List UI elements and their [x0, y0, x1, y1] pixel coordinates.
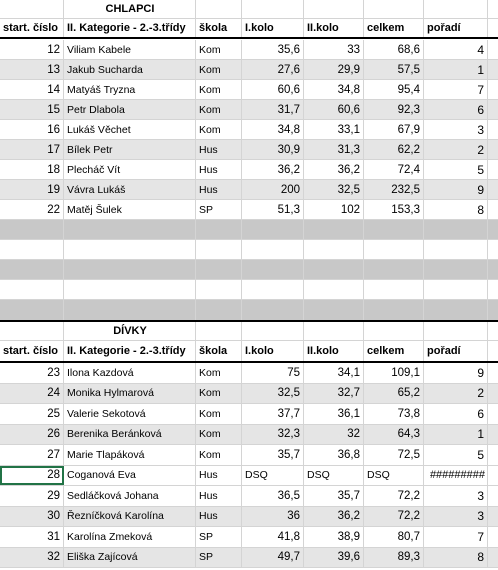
round-2-cell[interactable]: 32,5: [304, 180, 364, 199]
grid-cell[interactable]: [304, 240, 364, 259]
start-number-cell[interactable]: 15: [0, 100, 64, 119]
grid-cell[interactable]: [364, 322, 424, 340]
grid-cell[interactable]: [64, 322, 196, 340]
grid-cell[interactable]: [488, 384, 498, 404]
grid-cell[interactable]: [424, 220, 488, 239]
total-cell[interactable]: 95,4: [364, 80, 424, 99]
round-2-cell[interactable]: 36,1: [304, 404, 364, 424]
total-cell[interactable]: 68,6: [364, 40, 424, 59]
school-cell[interactable]: Hus: [196, 180, 242, 199]
grid-cell[interactable]: [488, 100, 498, 119]
grid-cell[interactable]: [488, 363, 498, 383]
school-cell[interactable]: Kom: [196, 120, 242, 139]
grid-cell[interactable]: [488, 260, 498, 279]
start-number-cell[interactable]: 25: [0, 404, 64, 424]
total-cell[interactable]: 65,2: [364, 384, 424, 404]
round-1-cell[interactable]: 36: [242, 507, 304, 527]
round-1-cell[interactable]: DSQ: [242, 466, 304, 486]
grid-cell[interactable]: [64, 0, 196, 18]
round-2-cell[interactable]: 33,1: [304, 120, 364, 139]
grid-cell[interactable]: [488, 404, 498, 424]
grid-cell[interactable]: [488, 160, 498, 179]
total-cell[interactable]: 72,4: [364, 160, 424, 179]
grid-cell[interactable]: [488, 445, 498, 465]
name-cell[interactable]: Coganová Eva: [64, 466, 196, 486]
table-row: [0, 404, 498, 425]
header-school[interactable]: škola: [196, 19, 242, 37]
name-cell[interactable]: Lukáš Věchet: [64, 120, 196, 139]
total-cell[interactable]: 72,2: [364, 507, 424, 527]
start-number-cell[interactable]: 14: [0, 80, 64, 99]
round-2-cell[interactable]: 34,1: [304, 363, 364, 383]
start-number-cell[interactable]: 16: [0, 120, 64, 139]
grid-cell[interactable]: [196, 0, 242, 18]
rank-cell[interactable]: 1: [424, 60, 488, 79]
grid-cell[interactable]: [196, 280, 242, 299]
section-title-row: [0, 0, 498, 19]
start-number-cell[interactable]: 18: [0, 160, 64, 179]
grid-cell[interactable]: [488, 507, 498, 527]
round-1-cell[interactable]: 200: [242, 180, 304, 199]
total-cell[interactable]: 73,8: [364, 404, 424, 424]
rank-cell[interactable]: 3: [424, 507, 488, 527]
school-cell[interactable]: Kom: [196, 80, 242, 99]
grid-cell[interactable]: [242, 322, 304, 340]
grid-cell[interactable]: [488, 300, 498, 320]
grid-cell[interactable]: [196, 260, 242, 279]
table-row: [0, 527, 498, 548]
grid-cell[interactable]: [242, 300, 304, 320]
grid-cell[interactable]: [304, 322, 364, 340]
header-total[interactable]: celkem: [364, 341, 424, 361]
start-number-cell[interactable]: 17: [0, 140, 64, 159]
school-cell[interactable]: Kom: [196, 425, 242, 445]
total-cell[interactable]: 109,1: [364, 363, 424, 383]
grid-cell[interactable]: [304, 220, 364, 239]
total-cell[interactable]: 62,2: [364, 140, 424, 159]
round-2-cell[interactable]: 32: [304, 425, 364, 445]
rank-cell[interactable]: 7: [424, 80, 488, 99]
grid-cell[interactable]: [304, 260, 364, 279]
name-cell[interactable]: Bílek Petr: [64, 140, 196, 159]
school-cell[interactable]: Kom: [196, 404, 242, 424]
name-cell[interactable]: Viliam Kabele: [64, 40, 196, 59]
round-2-cell[interactable]: 60,6: [304, 100, 364, 119]
start-number-cell[interactable]: 24: [0, 384, 64, 404]
grid-cell[interactable]: [488, 486, 498, 506]
round-2-cell[interactable]: 102: [304, 200, 364, 219]
round-2-cell[interactable]: 39,6: [304, 548, 364, 568]
grid-cell[interactable]: [488, 120, 498, 139]
round-1-cell[interactable]: 51,3: [242, 200, 304, 219]
grid-cell[interactable]: [364, 240, 424, 259]
round-1-cell[interactable]: 30,9: [242, 140, 304, 159]
grid-cell[interactable]: [488, 548, 498, 568]
grid-cell[interactable]: [488, 527, 498, 547]
header-total[interactable]: celkem: [364, 19, 424, 37]
rank-cell[interactable]: 5: [424, 160, 488, 179]
grid-cell[interactable]: [0, 260, 64, 279]
grid-cell[interactable]: [488, 425, 498, 445]
grid-cell[interactable]: [424, 300, 488, 320]
school-cell[interactable]: Kom: [196, 100, 242, 119]
grid-cell[interactable]: [488, 180, 498, 199]
total-cell[interactable]: 92,3: [364, 100, 424, 119]
start-number-cell[interactable]: 28: [0, 466, 64, 486]
start-number-cell[interactable]: 22: [0, 200, 64, 219]
start-number-cell[interactable]: 31: [0, 527, 64, 547]
grid-cell[interactable]: [64, 220, 196, 239]
rank-cell[interactable]: 6: [424, 100, 488, 119]
school-cell[interactable]: SP: [196, 527, 242, 547]
round-1-cell[interactable]: 32,5: [242, 384, 304, 404]
table-row: [0, 40, 498, 60]
grid-cell[interactable]: [488, 60, 498, 79]
rank-cell[interactable]: 8: [424, 548, 488, 568]
grid-cell[interactable]: [64, 280, 196, 299]
round-2-cell[interactable]: DSQ: [304, 466, 364, 486]
round-1-cell[interactable]: 27,6: [242, 60, 304, 79]
grid-cell[interactable]: [0, 220, 64, 239]
grid-cell[interactable]: [364, 0, 424, 18]
empty-row: [0, 220, 498, 240]
round-1-cell[interactable]: 35,6: [242, 40, 304, 59]
rank-cell[interactable]: 9: [424, 363, 488, 383]
table-row: [0, 445, 498, 466]
column-header-row: [0, 19, 498, 39]
table-row: [0, 548, 498, 569]
rank-cell[interactable]: 1: [424, 425, 488, 445]
round-2-cell[interactable]: 33: [304, 40, 364, 59]
name-cell[interactable]: Monika Hylmarová: [64, 384, 196, 404]
table-row: [0, 120, 498, 140]
grid-cell[interactable]: [0, 0, 64, 18]
grid-cell[interactable]: [364, 260, 424, 279]
grid-cell[interactable]: [64, 240, 196, 259]
round-1-cell[interactable]: 35,7: [242, 445, 304, 465]
name-cell[interactable]: Petr Dlabola: [64, 100, 196, 119]
header-rank[interactable]: pořadí: [424, 341, 488, 361]
table-row: [0, 80, 498, 100]
table-row: [0, 180, 498, 200]
grid-cell[interactable]: [242, 220, 304, 239]
grid-cell[interactable]: [424, 0, 488, 18]
school-cell[interactable]: Kom: [196, 40, 242, 59]
grid-cell[interactable]: [364, 300, 424, 320]
name-cell[interactable]: Matyáš Tryzna: [64, 80, 196, 99]
school-cell[interactable]: SP: [196, 200, 242, 219]
round-2-cell[interactable]: 38,9: [304, 527, 364, 547]
header-category[interactable]: II. Kategorie - 2.-3.třídy: [64, 341, 196, 361]
start-number-cell[interactable]: 26: [0, 425, 64, 445]
table-row: [0, 100, 498, 120]
total-cell[interactable]: 64,3: [364, 425, 424, 445]
start-number-cell[interactable]: 29: [0, 486, 64, 506]
round-2-cell[interactable]: 29,9: [304, 60, 364, 79]
grid-cell[interactable]: [488, 140, 498, 159]
grid-cell[interactable]: [488, 220, 498, 239]
section-title: CHLAPCI: [105, 3, 155, 15]
header-start-number[interactable]: start. číslo: [0, 19, 64, 37]
round-2-cell[interactable]: 34,8: [304, 80, 364, 99]
header-round-2[interactable]: II.kolo: [304, 341, 364, 361]
rank-cell[interactable]: 5: [424, 445, 488, 465]
round-1-cell[interactable]: 36,5: [242, 486, 304, 506]
name-cell[interactable]: Berenika Beránková: [64, 425, 196, 445]
total-cell[interactable]: 67,9: [364, 120, 424, 139]
round-1-cell[interactable]: 49,7: [242, 548, 304, 568]
name-cell[interactable]: Karolína Zmeková: [64, 527, 196, 547]
table-row: [0, 425, 498, 446]
rank-cell[interactable]: 4: [424, 40, 488, 59]
empty-row: [0, 260, 498, 280]
round-1-cell[interactable]: 60,6: [242, 80, 304, 99]
header-round-2[interactable]: II.kolo: [304, 19, 364, 37]
total-cell[interactable]: 80,7: [364, 527, 424, 547]
school-cell[interactable]: SP: [196, 548, 242, 568]
name-cell[interactable]: Řezníčková Karolína: [64, 507, 196, 527]
header-category[interactable]: II. Kategorie - 2.-3.třídy: [64, 19, 196, 37]
grid-cell[interactable]: [488, 466, 498, 486]
grid-cell[interactable]: [488, 19, 498, 37]
round-1-cell[interactable]: 36,2: [242, 160, 304, 179]
name-cell[interactable]: Matěj Šulek: [64, 200, 196, 219]
school-cell[interactable]: Kom: [196, 363, 242, 383]
start-number-cell[interactable]: 12: [0, 40, 64, 59]
empty-row: [0, 280, 498, 300]
grid-cell[interactable]: [242, 280, 304, 299]
rank-cell[interactable]: #########: [424, 466, 488, 486]
grid-cell[interactable]: [304, 0, 364, 18]
school-cell[interactable]: Kom: [196, 445, 242, 465]
grid-cell[interactable]: [242, 260, 304, 279]
total-cell[interactable]: 72,5: [364, 445, 424, 465]
start-number-cell[interactable]: 23: [0, 363, 64, 383]
grid-cell[interactable]: [488, 0, 498, 18]
rank-cell[interactable]: 3: [424, 486, 488, 506]
grid-cell[interactable]: [196, 240, 242, 259]
total-cell[interactable]: 57,5: [364, 60, 424, 79]
grid-cell[interactable]: [242, 0, 304, 18]
grid-cell[interactable]: [364, 220, 424, 239]
rank-cell[interactable]: 8: [424, 200, 488, 219]
rank-cell[interactable]: 6: [424, 404, 488, 424]
grid-cell[interactable]: [196, 322, 242, 340]
rank-cell[interactable]: 2: [424, 140, 488, 159]
round-2-cell[interactable]: 32,7: [304, 384, 364, 404]
total-cell[interactable]: 89,3: [364, 548, 424, 568]
rank-cell[interactable]: 2: [424, 384, 488, 404]
total-cell[interactable]: DSQ: [364, 466, 424, 486]
column-header-row: [0, 341, 498, 363]
table-row: [0, 466, 498, 487]
grid-cell[interactable]: [0, 280, 64, 299]
header-school[interactable]: škola: [196, 341, 242, 361]
section-title: DÍVKY: [113, 325, 147, 337]
empty-row: [0, 240, 498, 260]
section-title-row: [0, 322, 498, 341]
header-rank[interactable]: pořadí: [424, 19, 488, 37]
name-cell[interactable]: Sedláčková Johana: [64, 486, 196, 506]
school-cell[interactable]: Hus: [196, 160, 242, 179]
rank-cell[interactable]: 7: [424, 527, 488, 547]
school-cell[interactable]: Hus: [196, 507, 242, 527]
round-1-cell[interactable]: 37,7: [242, 404, 304, 424]
round-2-cell[interactable]: 35,7: [304, 486, 364, 506]
grid-cell[interactable]: [488, 240, 498, 259]
grid-cell[interactable]: [304, 280, 364, 299]
table-row: [0, 60, 498, 80]
start-number-cell[interactable]: 30: [0, 507, 64, 527]
table-row: [0, 160, 498, 180]
grid-cell[interactable]: [196, 220, 242, 239]
grid-cell[interactable]: [488, 341, 498, 361]
round-2-cell[interactable]: 36,8: [304, 445, 364, 465]
grid-cell[interactable]: [488, 322, 498, 340]
grid-cell[interactable]: [0, 322, 64, 340]
name-cell[interactable]: Plecháč Vít: [64, 160, 196, 179]
name-cell[interactable]: Jakub Sucharda: [64, 60, 196, 79]
grid-cell[interactable]: [304, 300, 364, 320]
start-number-cell[interactable]: 13: [0, 60, 64, 79]
round-2-cell[interactable]: 36,2: [304, 507, 364, 527]
round-2-cell[interactable]: 36,2: [304, 160, 364, 179]
table-row: [0, 140, 498, 160]
grid-cell[interactable]: [488, 200, 498, 219]
grid-cell[interactable]: [424, 240, 488, 259]
grid-cell[interactable]: [0, 300, 64, 320]
name-cell[interactable]: Marie Tlapáková: [64, 445, 196, 465]
table-row: [0, 486, 498, 507]
grid-cell[interactable]: [424, 322, 488, 340]
name-cell[interactable]: Ilona Kazdová: [64, 363, 196, 383]
header-round-1[interactable]: I.kolo: [242, 19, 304, 37]
grid-cell[interactable]: [364, 280, 424, 299]
grid-cell[interactable]: [64, 260, 196, 279]
grid-cell[interactable]: [488, 80, 498, 99]
grid-cell[interactable]: [196, 300, 242, 320]
school-cell[interactable]: Kom: [196, 384, 242, 404]
total-cell[interactable]: 153,3: [364, 200, 424, 219]
school-cell[interactable]: Hus: [196, 486, 242, 506]
round-2-cell[interactable]: 31,3: [304, 140, 364, 159]
table-row: [0, 507, 498, 528]
round-1-cell[interactable]: 34,8: [242, 120, 304, 139]
school-cell[interactable]: Kom: [196, 60, 242, 79]
rank-cell[interactable]: 9: [424, 180, 488, 199]
start-number-cell[interactable]: 19: [0, 180, 64, 199]
school-cell[interactable]: Hus: [196, 140, 242, 159]
round-1-cell[interactable]: 41,8: [242, 527, 304, 547]
total-cell[interactable]: 72,2: [364, 486, 424, 506]
table-row: [0, 384, 498, 405]
name-cell[interactable]: Valerie Sekotová: [64, 404, 196, 424]
name-cell[interactable]: Vávra Lukáš: [64, 180, 196, 199]
header-round-1[interactable]: I.kolo: [242, 341, 304, 361]
grid-cell[interactable]: [488, 280, 498, 299]
round-1-cell[interactable]: 31,7: [242, 100, 304, 119]
name-cell[interactable]: Eliška Zajícová: [64, 548, 196, 568]
grid-cell[interactable]: [424, 260, 488, 279]
empty-row: [0, 300, 498, 322]
grid-cell[interactable]: [488, 40, 498, 59]
grid-cell[interactable]: [242, 240, 304, 259]
grid-cell[interactable]: [424, 280, 488, 299]
grid-cell[interactable]: [0, 240, 64, 259]
header-start-number[interactable]: start. číslo: [0, 341, 64, 361]
round-1-cell[interactable]: 75: [242, 363, 304, 383]
round-1-cell[interactable]: 32,3: [242, 425, 304, 445]
total-cell[interactable]: 232,5: [364, 180, 424, 199]
table-row: [0, 200, 498, 220]
grid-cell[interactable]: [64, 300, 196, 320]
table-row: [0, 363, 498, 384]
start-number-cell[interactable]: 32: [0, 548, 64, 568]
rank-cell[interactable]: 3: [424, 120, 488, 139]
school-cell[interactable]: Hus: [196, 466, 242, 486]
start-number-cell[interactable]: 27: [0, 445, 64, 465]
